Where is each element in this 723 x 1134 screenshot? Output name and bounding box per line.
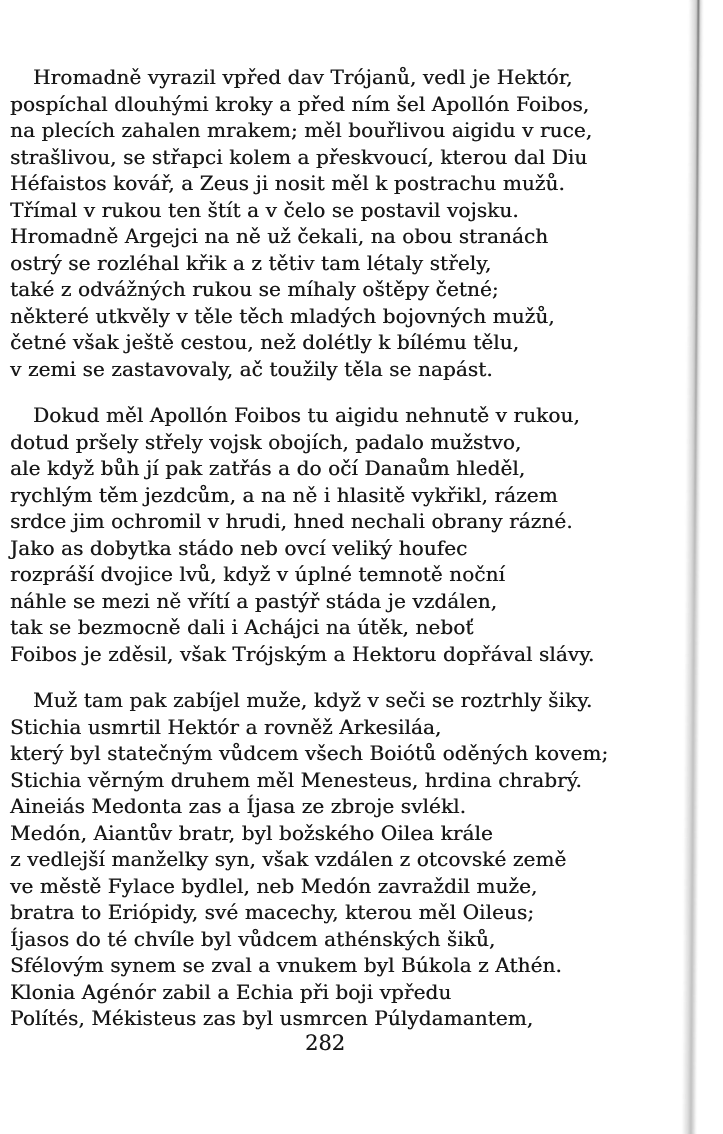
verse-line: náhle se mezi ně vřítí a pastýř stáda je vzdálen, xyxy=(10,588,498,613)
verse-line: Jako as dobytka stádo neb ovcí veliký houfec xyxy=(10,535,468,560)
verse-line: Sfélovým synem se zval a vnukem byl Búkola z Athén. xyxy=(10,953,562,977)
verse-line: strašlivou, se střapci kolem a přeskvoucí, kterou dal Diu xyxy=(10,144,588,169)
page-edge-shadow xyxy=(682,0,704,1134)
page-number: 282 xyxy=(304,1031,346,1055)
verse-line: Íjasos do té chvíle byl vůdcem athénských šiků, xyxy=(10,926,496,951)
verse-line: rychlým těm jezdcům, a na ně i hlasitě vykřikl, rázem xyxy=(10,482,558,507)
verse-line: některé utkvěly v těle těch mladých bojovných mužů, xyxy=(10,303,555,328)
verse-line: rozpráší dvojice lvů, když v úplné temnotě noční xyxy=(10,562,505,586)
verse-line: Foibos je zděsil, však Trójským a Hektoru dopřával slávy. xyxy=(10,641,595,666)
verse-paragraph-3 xyxy=(10,687,658,1032)
verse-line: srdce jim ochromil v hrudi, hned nechali obrany rázné. xyxy=(10,509,573,533)
verse-line: který byl statečným vůdcem všech Boiótů oděných kovem; xyxy=(10,741,609,765)
verse-line: tak se bezmocně dali i Achájci na útěk, neboť xyxy=(10,615,474,639)
verse-line: ve městě Fylace bydlel, neb Medón zavraždil muže, xyxy=(10,873,538,898)
verse-line: na plecích zahalen mrakem; měl bouřlivou aigidu v ruce, xyxy=(10,118,593,142)
verse-line: Muž tam pak zabíjel muže, když v seči se roztrhly šiky. xyxy=(33,688,593,712)
page-text xyxy=(10,64,658,1052)
verse-line: Stichia usmrtil Hektór a rovněž Arkesiláa, xyxy=(10,714,442,739)
verse-line: Medón, Aiantův bratr, byl božského Oilea krále xyxy=(10,820,493,845)
verse-line: Polítés, Mékisteus zas byl usmrcen Púlydamantem, xyxy=(10,1006,534,1030)
verse-line: Stichia věrným druhem měl Menesteus, hrdina chrabrý. xyxy=(10,767,582,792)
verse-line: v zemi se zastavovaly, ač toužily těla se napást. xyxy=(10,356,493,381)
verse-line: Hromadně Argejci na ně už čekali, na obou stranách xyxy=(10,224,549,248)
verse-line: ostrý se rozléhal křik a z tětiv tam létaly střely, xyxy=(10,250,492,275)
verse-line: Aineiás Medonta zas a Íjasa ze zbroje svlékl. xyxy=(10,794,467,818)
verse-line: Héfaistos kovář, a Zeus ji nosit měl k postrachu mužů. xyxy=(10,171,565,195)
verse-line: bratra to Eriópidy, své macechy, kterou měl Oileus; xyxy=(10,900,535,924)
verse-line: ale když bůh jí pak zatřás a do očí Danaům hleděl, xyxy=(10,456,526,480)
verse-line: také z odvážných rukou se míhaly oštěpy četné; xyxy=(10,277,499,301)
verse-paragraph-1 xyxy=(10,64,658,382)
verse-line: Dokud měl Apollón Foibos tu aigidu nehnutě v rukou, xyxy=(33,403,580,427)
verse-line: Klonia Agénór zabil a Echia při boji vpředu xyxy=(10,979,452,1004)
verse-line: četné však ještě cestou, než dolétly k bílému tělu, xyxy=(10,330,520,354)
verse-line: Třímal v rukou ten štít a v čelo se postavil vojsku. xyxy=(10,197,519,222)
verse-line: Hromadně vyrazil vpřed dav Trójanů, vedl je Hektór, xyxy=(33,65,573,89)
page-edge-line xyxy=(693,0,699,624)
verse-line: dotud pršely střely vojsk obojích, padalo mužstvo, xyxy=(10,429,522,454)
verse-paragraph-2 xyxy=(10,402,658,667)
verse-line: pospíchal dlouhými kroky a před ním šel Apollón Foibos, xyxy=(10,91,590,116)
verse-line: z vedlejší manželky syn, však vzdálen z otcovské země xyxy=(10,847,567,871)
